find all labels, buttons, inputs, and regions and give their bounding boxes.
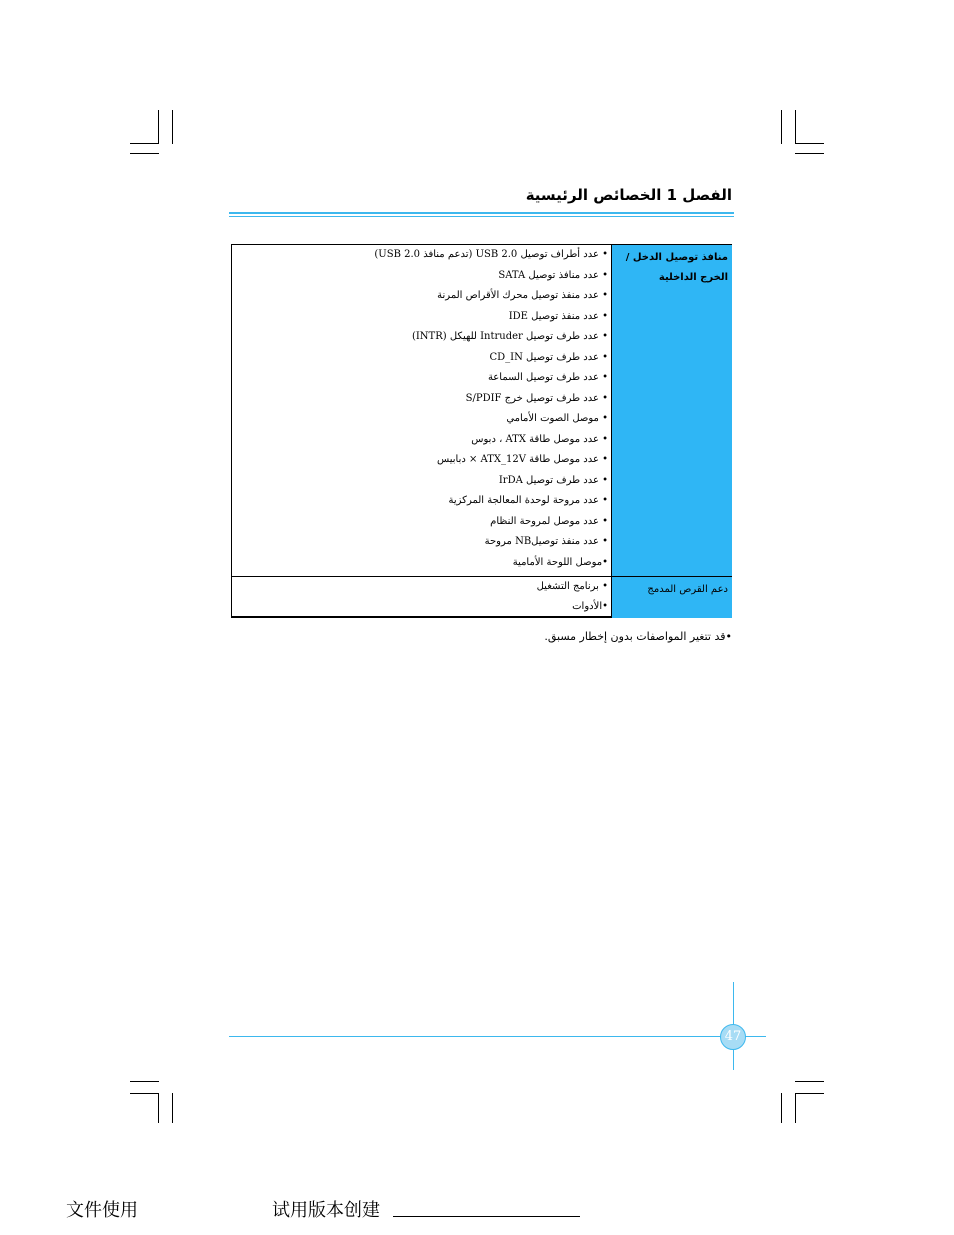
page-number: 47 — [720, 1024, 746, 1050]
row-content — [232, 245, 611, 576]
crop-mark — [795, 143, 824, 144]
list-item: • عدد طرف توصيل CD_IN — [489, 351, 608, 363]
crop-mark — [172, 110, 173, 144]
row-content — [232, 577, 611, 618]
crop-mark — [130, 1093, 159, 1094]
watermark-right-text: 试用版本创建 — [272, 1200, 380, 1221]
chapter-title: الفصل 1 الخصائص الرئيسية — [525, 186, 732, 204]
crop-mark — [795, 153, 824, 154]
list-item: • عدد موصل طاقة ATX_12V × دبابيس — [436, 454, 608, 465]
watermark-underline — [393, 1216, 580, 1217]
list-item: • عدد موصل لمروحة النظام — [490, 515, 608, 527]
list-item: • عدد أطراف توصيل USB 2.0 (تدعم منافذ USB 2.0) — [374, 249, 608, 260]
table-row — [232, 576, 732, 618]
list-item: • عدد طرف توصيل السماعة — [487, 372, 608, 383]
crop-mark — [158, 1093, 159, 1123]
list-item: • عدد طرف توصيل خرج S/PDIF — [465, 392, 608, 404]
watermark-left-text: 文件使用 — [66, 1200, 138, 1221]
header-rule — [229, 212, 734, 214]
header-rule — [229, 216, 734, 217]
crop-mark — [795, 1081, 824, 1082]
footer-rule — [229, 1036, 766, 1037]
crop-mark — [172, 1093, 173, 1123]
list-item: • عدد موصل طاقة ATX ، دبوس — [471, 433, 608, 445]
list-item: • عدد منفذ توصيل IDE — [508, 310, 608, 322]
crop-mark — [130, 143, 159, 144]
crop-mark — [795, 110, 796, 144]
list-item: • عدد مروحة لوحدة المعالجة المركزية — [448, 495, 608, 506]
list-item: •الأدوات — [572, 601, 608, 612]
crop-mark — [781, 110, 782, 144]
crop-mark — [795, 1093, 796, 1123]
row-label: دعم القرص المدمج — [611, 577, 732, 618]
table-row — [232, 245, 732, 576]
crop-mark — [130, 1081, 159, 1082]
crop-mark — [781, 1093, 782, 1123]
spec-table — [231, 244, 732, 618]
list-item: • عدد طرف توصيل IrDA — [498, 474, 608, 486]
crop-mark — [795, 1093, 824, 1094]
row-label: منافذ توصيل الدخل / الخرج الداخلية — [611, 245, 732, 576]
list-item: • عدد طرف توصيل Intruder للهيكل (INTR) — [411, 331, 608, 342]
list-item: • عدد منافذ توصيل SATA — [498, 269, 608, 281]
list-item: • موصل الصوت الأمامي — [506, 413, 608, 424]
specification-note: •قد تتغير المواصفات بدون إخطار مسبق. — [544, 630, 732, 643]
list-item: • عدد منفذ توصيل محرك الأقراص المرنة — [437, 290, 608, 301]
crop-mark — [130, 153, 159, 154]
list-item: •موصل اللوحة الأمامية — [512, 556, 608, 568]
list-item: • عدد منفذ توصيلNB مروحة — [484, 536, 608, 547]
crop-mark — [158, 110, 159, 144]
list-item: • برنامج التشغيل — [536, 581, 608, 592]
